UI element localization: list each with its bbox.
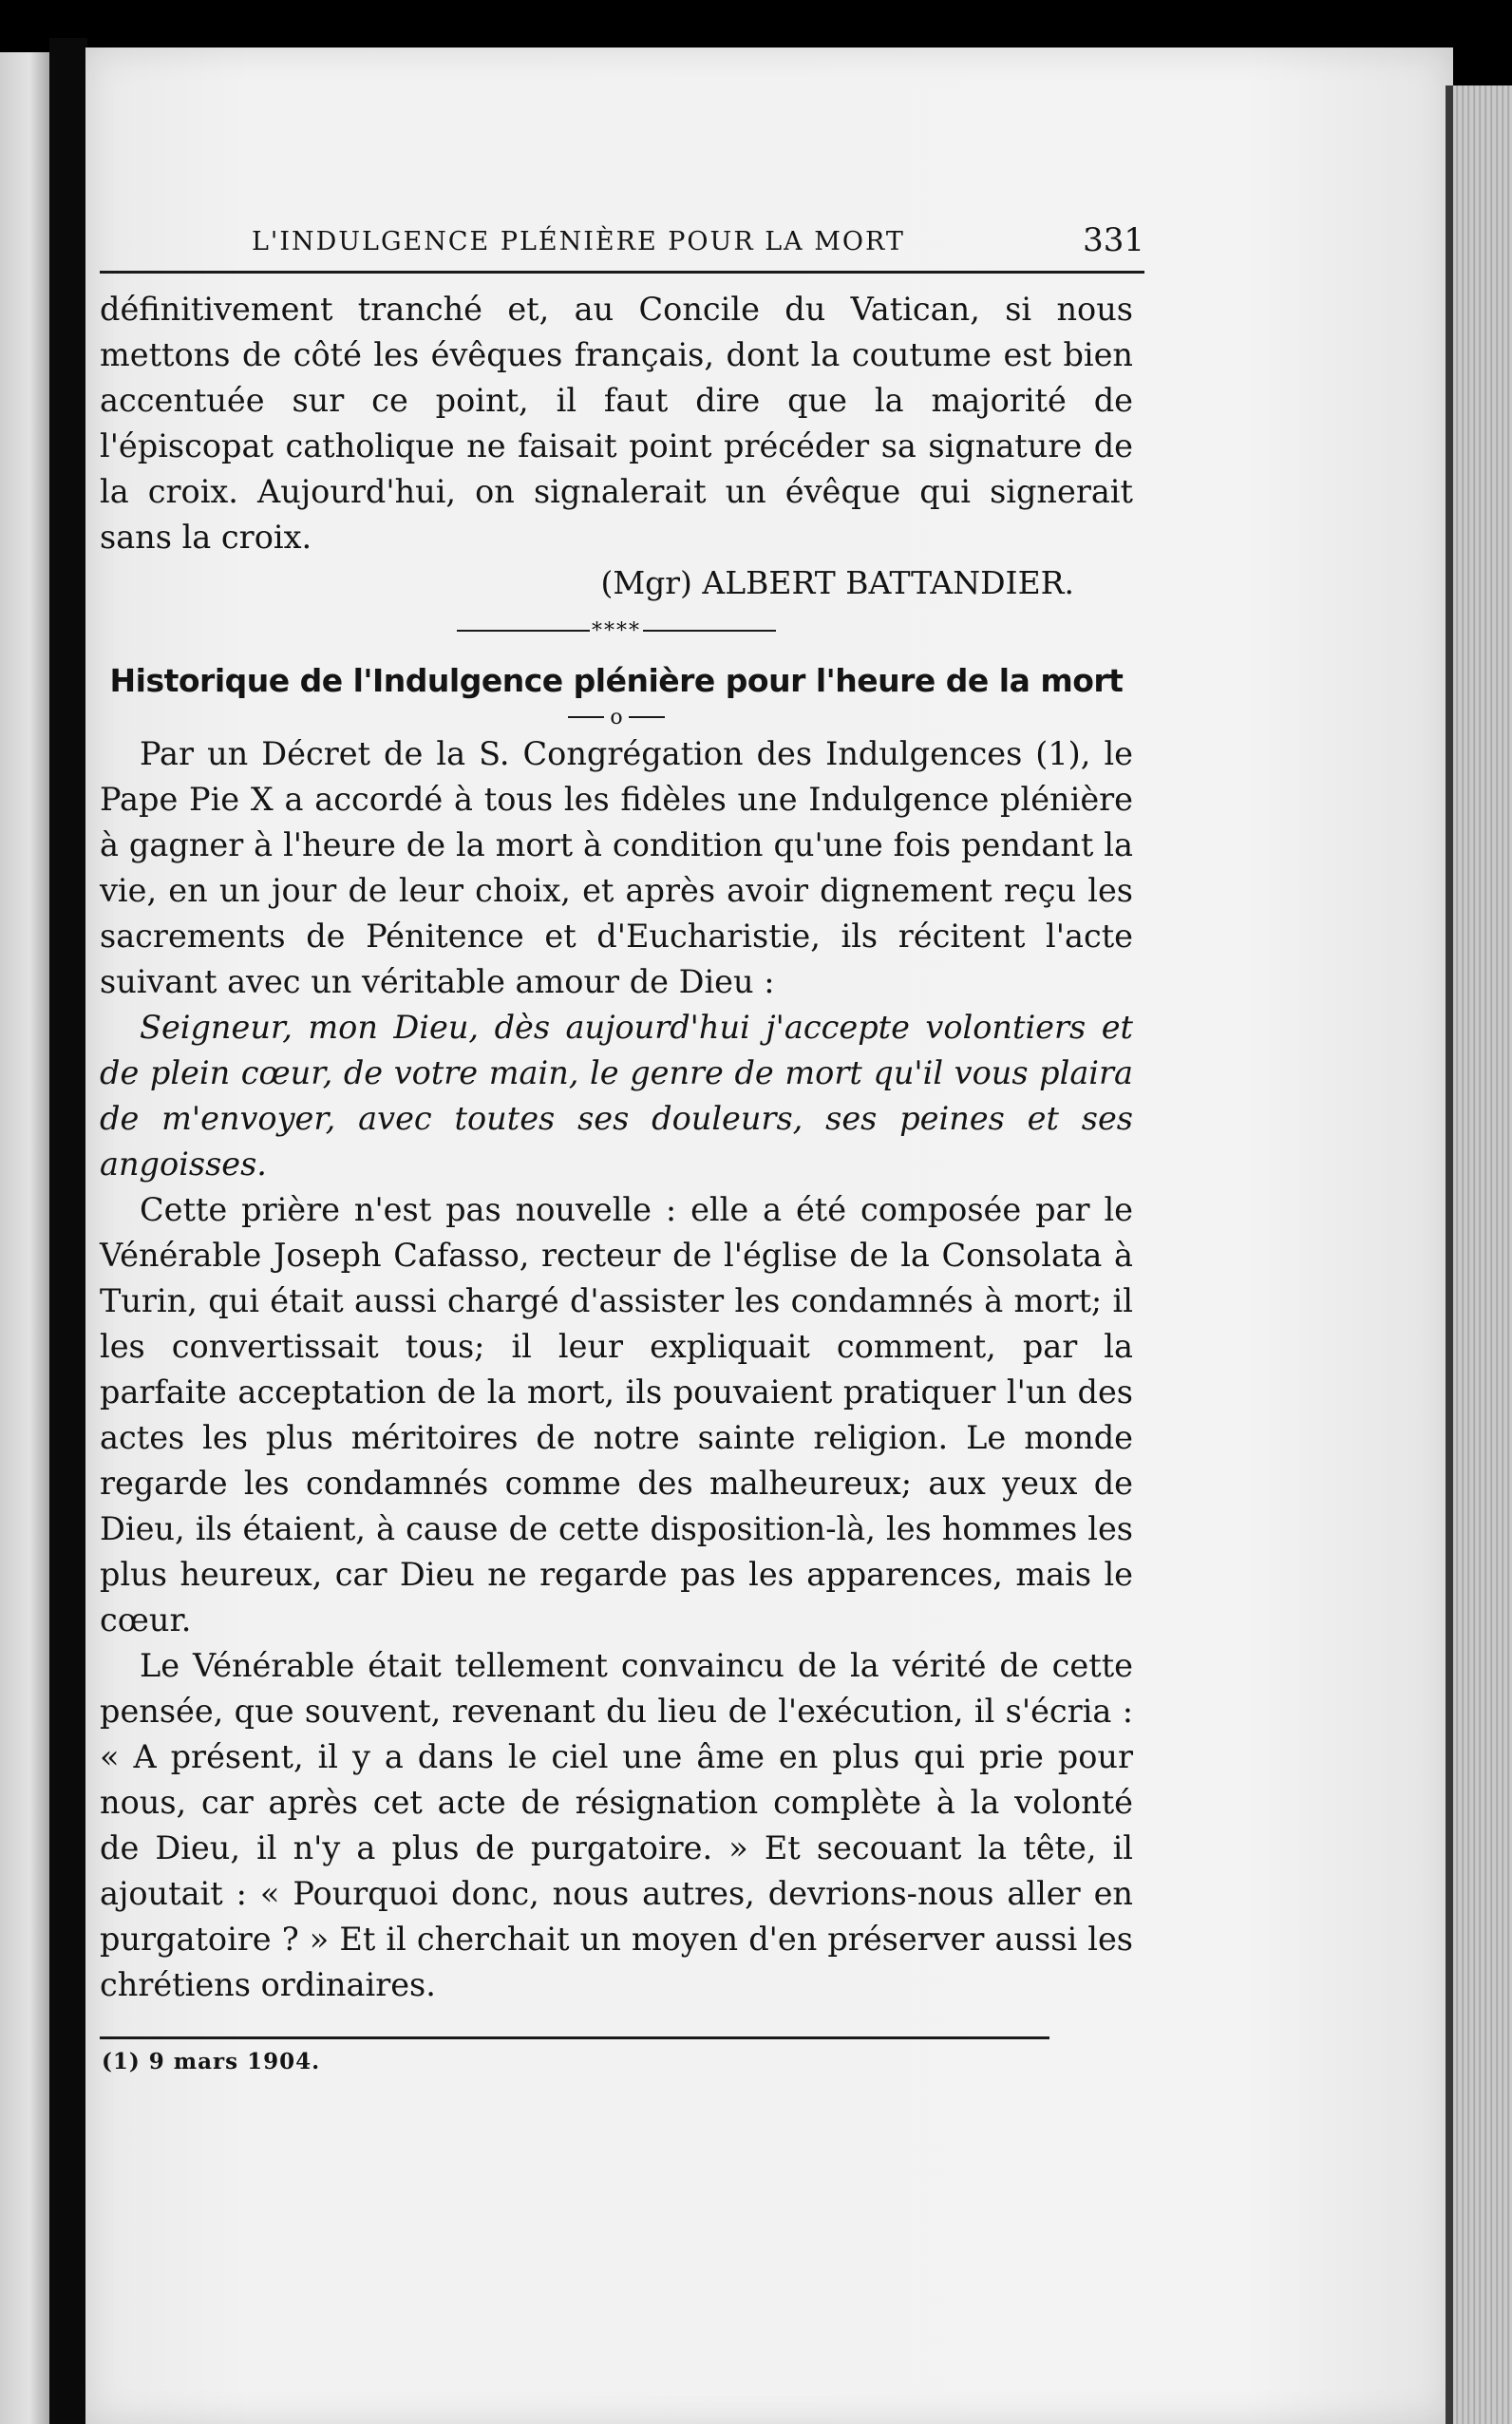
page-edge-shadow (1446, 85, 1453, 2424)
ornament-circle: o (610, 705, 623, 729)
author-signature: (Mgr) ALBERT BATTANDIER. (600, 564, 1074, 601)
running-head-title: L'INDULGENCE PLÉNIÈRE POUR LA MORT (252, 227, 905, 256)
page-content (100, 214, 1144, 2074)
article-heading: Historique de l'Indulgence plénière pour l'heure de la mort (109, 662, 1124, 699)
stacked-page-edges (1453, 85, 1512, 2424)
article-paragraph-1: Par un Décret de la S. Congrégation des Indulgences (1), le Pape Pie X a accordé à tous les fidèles une Indulgence plénière à gagner à l'heure de la mort à condition qu'une fois pendant la vie, en un jour de leur choix, et après avoir dignement reçu les sacrements de Pénitence et d'Eucharistie, ils récitent l'acte suivant avec un véritable amour de Dieu : (100, 735, 1133, 1000)
article-paragraph-3: Le Vénérable était tellement convaincu de la vérité de cette pensée, que souvent, revenant du lieu de l'exécution, il s'écria : « A présent, il y a dans le ciel une âme en plus qui prie pour nous, car après cet acte de résignation complète à la volonté de Dieu, il n'y a plus de purgatoire. » Et secouant la tête, il ajoutait : « Pourquoi donc, nous autres, devrions-nous aller en purgatoire ? » Et il cherchait un moyen d'en préserver aussi les chrétiens ordinaires. (100, 1647, 1133, 2003)
ornament-line-right (629, 716, 665, 718)
separator-line-right (643, 630, 776, 632)
section-separator (100, 610, 1133, 652)
running-head (100, 214, 1144, 271)
book-gutter (49, 38, 87, 2424)
adjacent-page-edge (0, 52, 49, 2424)
heading-ornament (100, 703, 1133, 731)
footnote: (1) 9 mars 1904. (102, 2049, 321, 2074)
page-number: 331 (1083, 221, 1144, 259)
header-rule (100, 271, 1144, 274)
footnote-rule (100, 2036, 1049, 2039)
separator-stars: **** (592, 618, 641, 643)
separator-line-left (457, 630, 590, 632)
prayer-text: Seigneur, mon Dieu, dès aujourd'hui j'accepte volontiers et de plein cœur, de votre main, le genre de mort qu'il vous plaira de m'envoyer, avec toutes ses douleurs, ses peines et ses angoisses. (100, 1009, 1133, 1183)
article-paragraph-2: Cette prière n'est pas nouvelle : elle a été composée par le Vénérable Joseph Cafasso, recteur de l'église de la Consolata à Turin, qui était aussi chargé d'assister les condamnés à mort; il les convertissait tous; il leur expliquait comment, par la parfaite acceptation de la mort, ils pouvaient pratiquer l'un des actes les plus méritoires de notre sainte religion. Le monde regarde les condamnés comme des malheureux; aux yeux de Dieu, ils étaient, à cause de cette disposition-là, les hommes les plus heureux, car Dieu ne regarde pas les apparences, mais le cœur. (100, 1191, 1133, 1638)
ornament-line-left (568, 716, 604, 718)
continuation-paragraph: définitivement tranché et, au Concile du Vatican, si nous mettons de côté les évêques français, dont la coutume est bien accentuée sur ce point, il faut dire que la majorité de l'épiscopat catholique ne faisait point précéder sa signature de la croix. Aujourd'hui, on signalerait un évêque qui signerait sans la croix. (100, 291, 1133, 556)
